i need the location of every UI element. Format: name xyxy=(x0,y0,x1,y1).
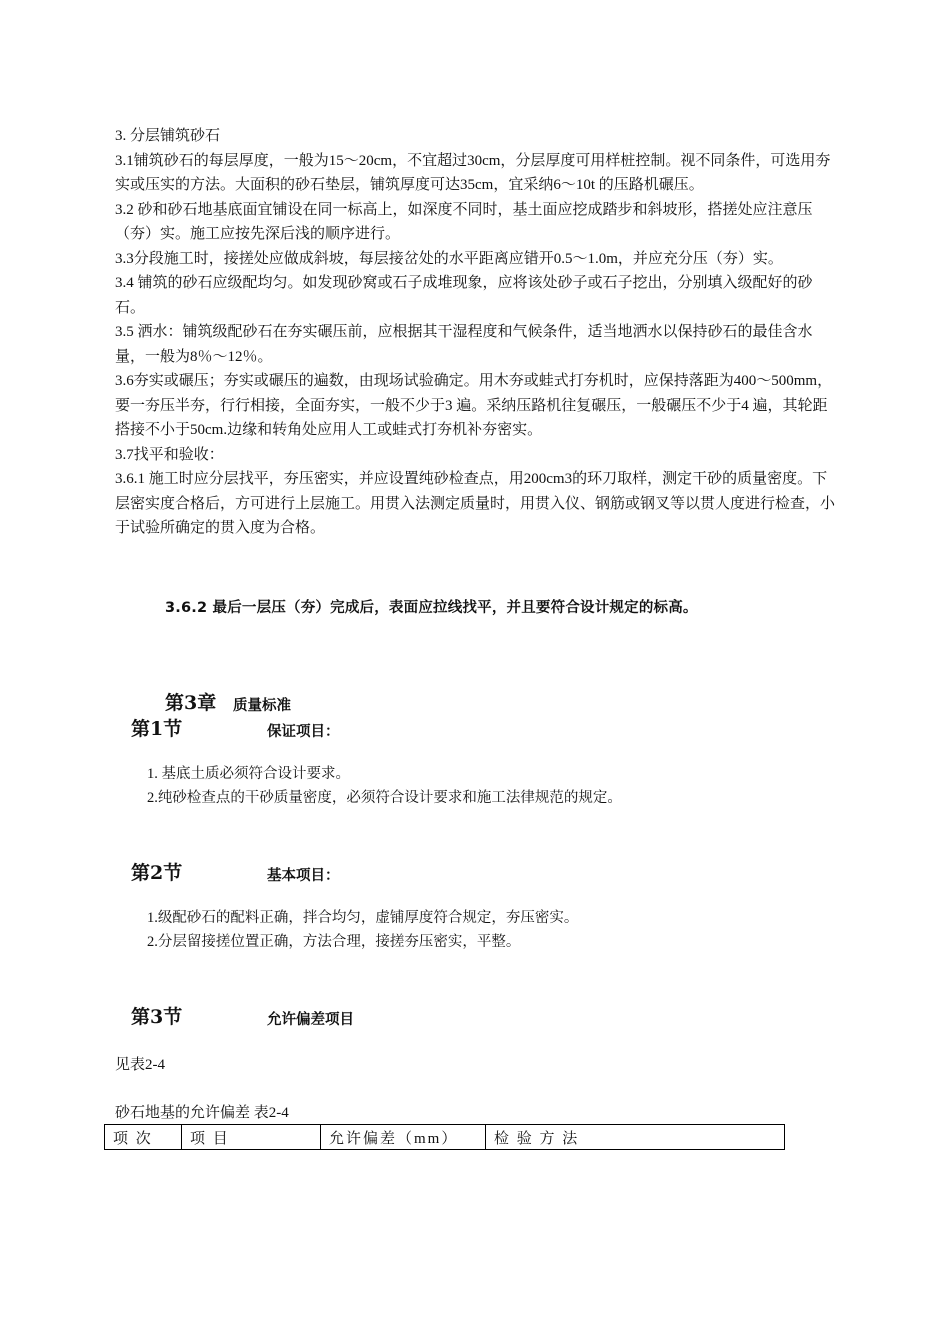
tolerance-table xyxy=(104,1124,785,1150)
paragraph-3-2: 3.2 砂和砂石地基底面宜铺设在同一标高上，如深度不同时，基土面应挖成踏步和斜坡形，搭搓处应注意压（夯）实。施工应按先深后浅的顺序进行。 xyxy=(115,201,813,242)
table-header-cell: 项 次 xyxy=(105,1125,182,1150)
intro-block xyxy=(115,124,837,541)
paragraph-3-5: 3.5 洒水：铺筑级配砂石在夯实碾压前，应根据其干湿程度和气候条件，适当地洒水以保持砂石的最佳含水量，一般为8％～12％。 xyxy=(115,324,813,365)
table-caption: 砂石地基的允许偏差 表2-4 xyxy=(115,1105,289,1121)
section-2-title: 基本项目： xyxy=(267,868,340,884)
table-header-cell: 检 验 方 法 xyxy=(486,1125,785,1150)
section-3-title: 允许偏差项目 xyxy=(267,1012,354,1028)
chapter-label: 第3章 xyxy=(165,692,217,714)
table-header-row xyxy=(105,1125,785,1150)
chapter-title: 质量标准 xyxy=(233,698,291,714)
section-1-item-1: 1. 基底土质必须符合设计要求。 xyxy=(147,766,350,782)
paragraph-3-7: 3.7找平和验收： xyxy=(115,446,224,463)
section-1-label: 第1节 xyxy=(131,718,183,740)
section-heading: 3. 分层铺筑砂石 xyxy=(115,128,221,144)
paragraph-3-6: 3.6夯实或碾压；夯实或碾压的遍数，由现场试验确定。用木夯或蛙式打夯机时，应保持落距为400～500mm，要一夯压半夯，行行相接，全面夯实，一般不少于3 遍。采纳压路机往复碾压，一般碾压不少于4 遍，其轮距搭接不小于50cm.边缘和转角处应用人工或蛙式打夯机补夯密实。 xyxy=(115,373,833,438)
section-1-title: 保证项目： xyxy=(267,724,340,740)
section-3-label: 第3节 xyxy=(131,1006,183,1028)
table-header-cell: 项 目 xyxy=(182,1125,321,1150)
bold-paragraph-3-6-2: 3.6.2 最后一层压（夯）完成后，表面应拉线找平，并且要符合设计规定的标高。 xyxy=(165,600,698,616)
section-2-label: 第2节 xyxy=(131,862,183,884)
section-1-item-2: 2.纯砂检查点的干砂质量密度，必须符合设计要求和施工法律规范的规定。 xyxy=(147,790,622,806)
paragraph-3-1: 3.1铺筑砂石的每层厚度，一般为15～20cm，不宜超过30cm，分层厚度可用样桩控制。视不同条件，可选用夯实或压实的方法。大面积的砂石垫层，铺筑厚度可达35cm，宜采纳6～10t 的压路机碾压。 xyxy=(115,152,831,193)
paragraph-3-4: 3.4 铺筑的砂石应级配均匀。如发现砂窝或石子成堆现象，应将该处砂子或石子挖出，分别填入级配好的砂石。 xyxy=(115,275,813,316)
paragraph-3-3: 3.3分段施工时，接搓处应做成斜坡，每层接岔处的水平距离应错开0.5～1.0m，并应充分压（夯）实。 xyxy=(115,250,783,267)
see-table-note: 见表2-4 xyxy=(115,1057,165,1073)
table-header-cell: 允许偏差（mm） xyxy=(321,1125,486,1150)
section-2-item-1: 1.级配砂石的配料正确，拌合均匀，虚铺厚度符合规定，夯压密实。 xyxy=(147,910,579,926)
section-2-item-2: 2.分层留接搓位置正确，方法合理，接搓夯压密实，平整。 xyxy=(147,934,521,950)
paragraph-3-6-1: 3.6.1 施工时应分层找平，夯压密实，并应设置纯砂检查点，用200cm3的环刀取样，测定干砂的质量密度。下层密实度合格后，方可进行上层施工。用贯入法测定质量时，用贯入仪、钢筋或钢叉等以贯人度进行检查，小于试验所确定的贯入度为合格。 xyxy=(115,471,836,536)
